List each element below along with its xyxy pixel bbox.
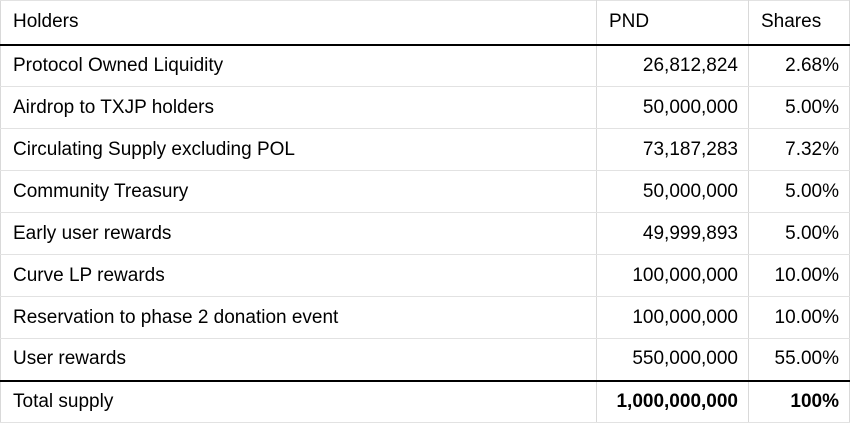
share-cell[interactable]: 7.32% [749,129,850,171]
pnd-cell[interactable]: 100,000,000 [597,255,749,297]
total-pnd-cell[interactable]: 1,000,000,000 [597,381,749,423]
table-row [1,339,850,381]
pnd-cell[interactable]: 50,000,000 [597,171,749,213]
holder-cell[interactable]: Curve LP rewards [1,255,597,297]
holder-cell[interactable]: Airdrop to TXJP holders [1,87,597,129]
holder-cell[interactable]: Community Treasury [1,171,597,213]
holder-cell[interactable]: User rewards [1,339,597,381]
holder-cell[interactable]: Reservation to phase 2 donation event [1,297,597,339]
total-share-cell[interactable]: 100% [749,381,850,423]
share-cell[interactable]: 5.00% [749,171,850,213]
pnd-cell[interactable]: 50,000,000 [597,87,749,129]
share-cell[interactable]: 2.68% [749,45,850,87]
pnd-cell[interactable]: 550,000,000 [597,339,749,381]
total-row [1,381,850,423]
header-holders[interactable]: Holders [1,1,597,45]
holder-cell[interactable]: Circulating Supply excluding POL [1,129,597,171]
share-cell[interactable]: 5.00% [749,213,850,255]
table-row [1,87,850,129]
header-pnd[interactable]: PND [597,1,749,45]
pnd-cell[interactable]: 26,812,824 [597,45,749,87]
share-cell[interactable]: 10.00% [749,297,850,339]
table-row [1,255,850,297]
header-shares[interactable]: Shares [749,1,850,45]
share-cell[interactable]: 10.00% [749,255,850,297]
header-row [1,1,850,45]
holder-cell[interactable]: Early user rewards [1,213,597,255]
total-label-cell[interactable]: Total supply [1,381,597,423]
table-row [1,213,850,255]
pnd-cell[interactable]: 100,000,000 [597,297,749,339]
table-row [1,129,850,171]
holder-cell[interactable]: Protocol Owned Liquidity [1,45,597,87]
table-row [1,45,850,87]
table-row [1,297,850,339]
share-cell[interactable]: 5.00% [749,87,850,129]
share-cell[interactable]: 55.00% [749,339,850,381]
table-row [1,171,850,213]
pnd-cell[interactable]: 49,999,893 [597,213,749,255]
pnd-cell[interactable]: 73,187,283 [597,129,749,171]
